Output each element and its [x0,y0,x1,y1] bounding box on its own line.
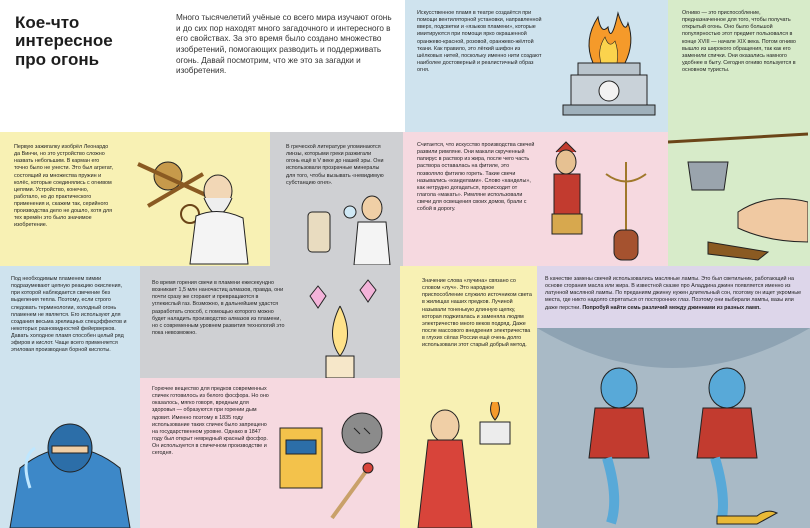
lamps-text [545,276,805,312]
stage-fire-text: Искусственное пламя в театре создаётся при помощи вентиляторной установки, направленной вверх, подсветки и «языков пламени», которые имитируются при помощи ярко окрашенной оранжево-красной, розовой, оранжево-жёлтой ткани. Как правило, это лёгкий шифон из шёлковых нитей, поскольку именно нити создают наиболее достоверный и реалистичный образ огня. [417,10,542,73]
panel-flint-hands [668,132,810,266]
panel-lamps [537,266,810,528]
lamps-body: В качестве замены свечей использовались масляные лампы. Это был светильник, работающий на основе сгорания масла или жира. В известной сказке про Аладдина джинн появляется именно из латунной масляной лампы. По преданиям джинну нужен длительный сон, поэтому он ищет укромные места, где никто надолго спрятаться от посторонних глаз. Поэтому они выбирали лампы, вазы или даже перстни. [545,276,802,311]
candles-text: Считается, что искусство производства свечей развили римляне. Они макали скрученный папирус в раствор из жира, после чего часть раствора оставалась на фитиле, это позволяло фитилю гореть. Такие свечи назывались «канделами». Слово «канделы», как нетрудно догадаться, происходит от глагола «макать». Римляне использовали свечи для освещения своих домов, брали с собой в дорогу. [417,142,535,213]
cold-fire-text: Под необходимым пламенем химии подразумевают цепную реакцию окисления, при которой наблюдается свечение без выделения тепла. Поэтому, если строго следовать терминологии, холодный огонь пламенем не является. Его используют для создания весьма зрелищных спецэффектов и некоторых разновидностей фейерверков. Давать холодное пламя способен целый ряд эфиров и кислот. Чаще всего применяется этиловая производная борной кислоты. [11,276,127,354]
panel-cold-fire [0,266,140,528]
panel-lenses [270,132,403,266]
leonardo-illustration [118,136,268,266]
matches-illustration [272,378,397,528]
panel-matches [140,378,400,528]
panel-flint [668,0,810,132]
matches-text: Горючее вещество для предков современных спичек готовилось из белого фосфора. Но оно оказалось, мягко говоря, вредным для здоровья — образуются при горении дым ядовит. Именно поэтому в 1835 году использование таких спичек было запрещено на государственном уровне. Однако в 1847 году был открыт невредный красный фосфор. Он используется в спичечном производстве и сегодня. [152,386,269,457]
stage-fire-illustration [553,5,663,130]
page-title: Кое-что интересное про огонь [15,13,113,69]
lamps-task: Попробуй найти семь различий между джиннами из разных ламп. [582,304,761,311]
panel-diamonds [140,266,400,378]
lighter-text: Первую зажигалку изобрёл Леонардо да Винчи, но это устройство сложно назвать небольшим. В карман его точно было не унести. Это был агрегат, состоящий из множества пружин и колёс, которые соединялись с огнивом цепями. Устройство, конечно, работало, но до практического применения и, скажем так, серийного производства дело не дошло, хотя для тех времён это было значимое изобретение. [14,144,113,229]
intro-text: Много тысячелетий учёные со всего мира изучают огонь и до сих пор находят много загадочного и интересного в его свойствах. За это время было создано множество изобретений, помогающих разводить и поддерживать огонь. Давай посмотрим, что же это за загадки и изобретения. [176,13,392,76]
greek-man-illustration [290,190,400,265]
diamonds-text: Во время горения свечи в пламени ежесекундно возникает 1,5 млн наночастиц алмазов, правда, они почти сразу же сгорают и превращаются в углекислый газ. Возможно, в дальнейшем удастся разработать способ, с помощью которого можно будет наладить производство алмазов из пламени, но с современным уровнем развития технологий это пока невозможно. [152,280,285,336]
hands-illustration [668,132,808,264]
candle-diamonds-illustration [290,266,400,378]
genies-illustration [537,328,810,528]
title-panel [0,0,405,132]
luchina-text: Значение слова «лучина» связано со словом «луч». Это народное приспособление служило источником света в жилищах наших предков. Лучиной называли тоненькую длинную щепку, которая поджигалась и заменяла людям электричество много веков подряд. Даже после массового внедрения электричества в глухих сёлах России ещё очень долго использовали этот старый добрый метод. [422,278,532,349]
lenses-text: В греческой литературе упоминаются линзы, которыми греки разжигали огонь ещё в V веке до нашей эры. Они использовали прозрачные минералы для того, чтобы вызывать «невидимую субстанцию огня». [286,144,384,186]
roman-illustration [536,134,666,266]
panel-lighter [0,132,270,266]
panel-candles [403,132,668,266]
russian-girl-illustration [400,388,537,528]
panel-luchina [400,266,537,528]
sub-zero-illustration [0,408,140,528]
flint-text: Огниво — это приспособление, предназначенное для того, чтобы получать открытый огонь. Оно было большой популярностью этот предмет пользовался в конце XVIII — начале XIX века. Потом огниво вышло из широкого обращения, так как его заменили спички. Они оказались намного удобнее в быту. Сегодня огниво пользуется в основном туристы. [682,10,796,73]
panel-stage-fire [405,0,668,132]
